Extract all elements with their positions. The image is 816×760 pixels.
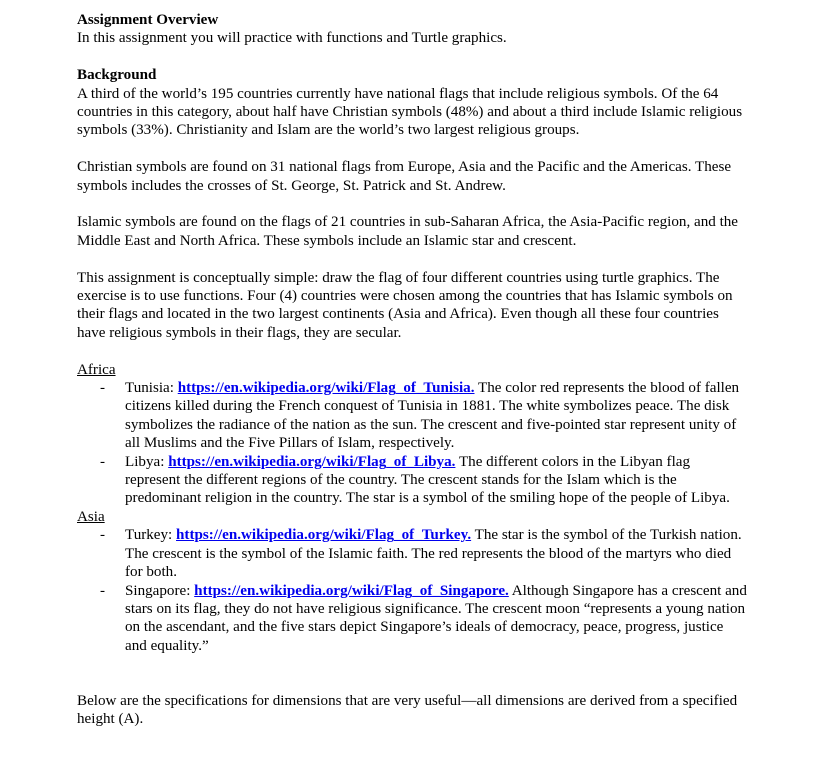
spacer: [77, 250, 747, 268]
country-name: Singapore:: [125, 582, 195, 599]
background-paragraph-2: Christian symbols are found on 31 national flags from Europe, Asia and the Pacific and the Americas. These symbols includes the crosses of St. George, St. Patrick and St. Andrew.: [77, 159, 732, 194]
country-description: Although Singapore has a crescent and stars on its flag, they do not have religious significance. The crescent moon “represents a young nation on the ascendant, and the five stars depict Singapore’s ideals of democracy, peace, progress, justice and equality.”: [125, 582, 747, 654]
africa-list: [77, 379, 747, 508]
bullet-dash: -: [100, 380, 106, 397]
list-item-singapore: [77, 582, 747, 656]
document-page: [77, 11, 747, 729]
list-item-libya: [77, 453, 747, 508]
background-paragraph-3: Islamic symbols are found on the flags of 21 countries in sub-Saharan Africa, the Asia-Pacific region, and the Middle East and North Africa. These symbols include an Islamic star and crescent.: [77, 214, 739, 249]
country-description: The different colors in the Libyan flag represent the different regions of the country. The crescent stands for the Islam which is the predominant religion in the country. The star is a symbol of the smiling hope of the people of Libya.: [125, 453, 730, 507]
overview-text: In this assignment you will practice with functions and Turtle graphics.: [77, 30, 507, 47]
country-name: Libya:: [125, 453, 169, 470]
overview-heading: Assignment Overview: [77, 12, 219, 28]
tunisia-flag-link[interactable]: https://en.wikipedia.org/wiki/Flag_of_Tunisia.: [177, 380, 475, 397]
background-paragraph-4: This assignment is conceptually simple: draw the flag of four different countries using turtle graphics. The exercise is to use functions. Four (4) countries were chosen among the countries that has Islamic symbols on their flags and located in the two largest continents (Asia and Africa). Even though all these four countries have religious symbols in their flags, they are secular.: [77, 269, 733, 341]
libya-flag-link[interactable]: https://en.wikipedia.org/wiki/Flag_of_Libya.: [168, 453, 456, 470]
background-paragraph-1: A third of the world’s 195 countries currently have national flags that include religious symbols. Of the 64 countries in this category, about half have Christian symbols (48%) and about a third include Islamic religious symbols (33%). Christianity and Islam are the world’s two largest religious groups.: [77, 85, 743, 139]
list-item-tunisia: [77, 379, 747, 453]
closing-paragraph: Below are the specifications for dimensions that are very useful—all dimensions are derived from a specified height (A).: [77, 692, 738, 728]
country-description: The color red represents the blood of fallen citizens killed during the French conquest of Tunisia in 1881. The white symbolizes peace. The disk symbolizes the radiance of the nation as the sun. The crescent and five-pointed star represent unity of all Muslims and the Five Pillars of Islam, respectively.: [125, 380, 740, 452]
country-name: Turkey:: [125, 527, 177, 544]
turkey-flag-link[interactable]: https://en.wikipedia.org/wiki/Flag_of_Turkey.: [176, 527, 472, 544]
africa-label: Africa: [77, 361, 116, 378]
asia-label: Asia: [77, 508, 105, 525]
spacer: [77, 342, 747, 360]
bullet-dash: -: [100, 527, 106, 544]
list-item-turkey: [77, 526, 747, 581]
country-name: Tunisia:: [125, 380, 178, 397]
background-heading: Background: [77, 67, 157, 84]
bullet-dash: -: [100, 582, 106, 599]
spacer: [77, 140, 747, 158]
spacer: [77, 195, 747, 213]
spacer: [77, 48, 747, 66]
asia-list: [77, 526, 747, 655]
country-description: The star is the symbol of the Turkish nation. The crescent is the symbol of the Islamic faith. The red represents the blood of the martyrs who died for both.: [125, 527, 742, 581]
singapore-flag-link[interactable]: https://en.wikipedia.org/wiki/Flag_of_Singapore.: [194, 582, 509, 599]
spacer: [77, 655, 747, 673]
bullet-dash: -: [100, 453, 106, 470]
spacer: [77, 674, 747, 692]
